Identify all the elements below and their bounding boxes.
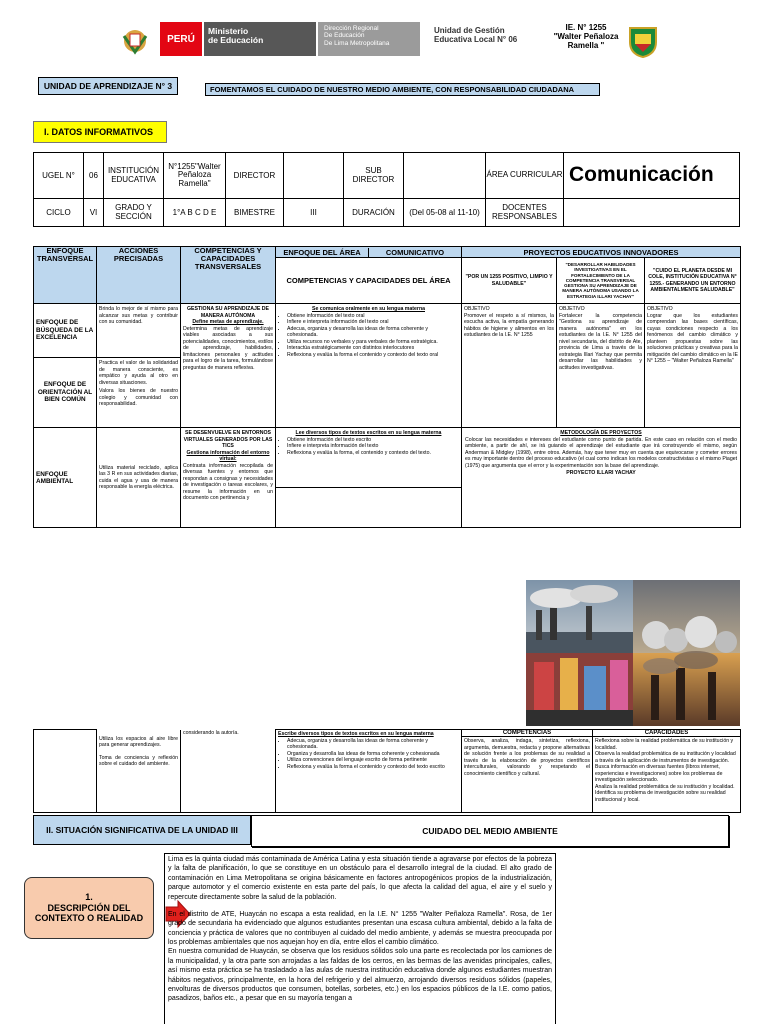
acciones-excelencia: Brinda lo mejor de sí mismo para alcanzar sus metas y contribuir con su comunidad.	[97, 304, 181, 358]
obj2-label: OBJETIVO	[559, 306, 585, 312]
comp1-title: GESTIONA SU APRENDIZAJE DE MANERA AUTÓNOMA	[186, 306, 270, 319]
area2-list	[278, 437, 459, 457]
list-item: • Adecua, organiza y desarrolla las ideas de forma coherente y cohesionada.	[287, 738, 459, 751]
h-competencias: COMPETENCIAS Y CAPACIDADES TRANSVERSALES	[181, 247, 276, 304]
metodologia-text: Colocar las necesidades e intereses del estudiante como punto de partida. En este caso en relación con el medio ambiente, a partir de ahí, se irá guiando el aprendizaje del estudiante que irá construyendo el mismo, según Anderman & Midgley (1998), entre otros. Además, hay que tener muy en cuenta que equivocarse y cometer errores es muy importante dentro del proceso educativo (el cual como indican los modelos constructivistas o el mismo Piaget (1975) que argumenta que el error y la experimentación son la base del aprendizaje.	[465, 436, 738, 469]
unit-number: UNIDAD DE APRENDIZAJE N° 3	[38, 77, 178, 95]
docentes-label: DOCENTES RESPONSABLES	[486, 199, 564, 227]
acciones-bien-comun	[97, 358, 181, 428]
docentes-value	[564, 199, 740, 227]
area-escribe	[276, 730, 462, 813]
header-bar	[118, 20, 678, 60]
h-enfoque: ENFOQUE TRANSVERSAL	[34, 247, 97, 304]
situacion-p1: Lima es la quinta ciudad más contaminada de América Latina y esta situación tiende a agravarse por efectos de la pobreza y la falta de planificación, lo que se constituye en un obstáculo para el desarrollo integral de la ciudad. El alto grado de contaminación en Lima Metropolitana se origina básicamente en factores antropogénicos propios de la industrialización, parque automotor y el comercio existente en esta parte del país, lo que afecta la calidad del agua, el aire y el suelo y repercute directamente sobre la salud de la población.	[168, 856, 552, 901]
capacidades-header: CAPACIDADES	[593, 730, 741, 737]
ciclo-value: VI	[84, 199, 104, 227]
director-value	[284, 153, 344, 199]
h-comunicativo: COMUNICATIVO	[368, 248, 461, 257]
acc-a-text: Utiliza los espacios al aire libre para generar aprendizajes.	[99, 735, 178, 748]
situacion-p2: En el distrito de ATE, Huaycán no escapa a esta realidad, en la I.E. N° 1255 "Walter Peñaloza Ramella". Rosa, de 1er grado de secundaria ha evidenciado que algunos estudiantes presentan una escasa cultura ambiental, debido a la falta de conciencia y práctica de valores que no contribuyen al cuidado del medio ambiente, y además se muestra preocupada por los problemas ambientales que nos aquejan hoy en día, entre ellos el cambio climático.	[168, 910, 552, 946]
p3-title: "CUIDO EL PLANETA DESDE MI COLE, INSTITUCIÓN EDUCATIVA N° 1255.- GENERANDO UN ENTORNO AMBIENTALMENTE SALUDABLE"	[645, 258, 741, 304]
proyecto3-objetivo	[645, 304, 741, 428]
h-enfoque-area	[276, 247, 462, 258]
list-item: • Obtiene información del texto escrito	[287, 437, 459, 444]
list-item: • Reflexiona y evalúa la forma el contenido y contexto del texto escrito	[287, 764, 459, 771]
ie-label: INSTITUCIÓN EDUCATIVA	[104, 153, 164, 199]
acciones-ambiental: Utiliza material reciclado, aplica las 3 R en sus actividades diarias, cuida el agua y usa de manera responsable la energía eléctrica.	[97, 428, 181, 528]
datos-heading: I. DATOS INFORMATIVOS	[33, 121, 167, 143]
lower-comp-cont: considerando la autoría.	[181, 730, 276, 813]
area1-list	[278, 313, 459, 359]
list-item: • Utiliza recursos no verbales y para verbales de forma estratégica.	[287, 339, 459, 346]
unit-title: FOMENTAMOS EL CUIDADO DE NUESTRO MEDIO AMBIENTE, CON RESPONSABILIDAD CIUDADANA	[205, 83, 600, 96]
list-item: • Utiliza convenciones del lenguaje escrito de forma pertinente	[287, 757, 459, 764]
lower-enfoque-empty	[34, 730, 97, 813]
lower-table	[33, 729, 741, 813]
grado-label: GRADO Y SECCIÓN	[104, 199, 164, 227]
ciclo-label: CICLO	[34, 199, 84, 227]
situacion-heading: II. SITUACIÓN SIGNIFICATIVA DE LA UNIDAD III	[33, 815, 251, 845]
peru-shield-icon	[118, 24, 152, 58]
comp2-title: SE DESENVUELVE EN ENTORNOS VIRTUALES GENERADOS POR LAS TICS	[183, 430, 273, 449]
competencias-header: COMPETENCIAS	[462, 730, 593, 737]
area1-title: Se comunica oralmente en su lengua materna	[311, 306, 425, 312]
proyecto1-objetivo	[462, 304, 557, 428]
ugel-value: 06	[84, 153, 104, 199]
area3-title: Escribe diversos tipos de textos escritos en su lengua materna	[278, 731, 434, 737]
bimestre-label: BIMESTRE	[226, 199, 284, 227]
list-item: • Adecua, organiza y desarrolla las ideas de forma coherente y cohesionada.	[287, 326, 459, 339]
list-item: • Reflexiona y evalúa la forma el contenido y contexto del texto oral	[287, 352, 459, 359]
h-proyectos: PROYECTOS EDUCATIVOS INNOVADORES	[462, 247, 741, 258]
school-label: IE. N° 1255 "Walter Peñaloza Ramella "	[553, 23, 619, 50]
school-shield-icon	[626, 24, 660, 58]
list-item: • Obtiene información del texto oral	[287, 313, 459, 320]
obj3-label: OBJETIVO	[647, 306, 673, 312]
contexto-box: 1. DESCRIPCIÓN DEL CONTEXTO O REALIDAD	[24, 877, 154, 939]
comp1-text: Determina metas de aprendizaje viables asociadas a sus potencialidades, conocimientos, estilos de aprendizaje, habilidades, limitaciones personales y actitudes para el logro de la tarea, formulándose preguntas de manera reflexiva.	[183, 325, 273, 371]
area-value: Comunicación	[564, 153, 740, 199]
bimestre-value: III	[284, 199, 344, 227]
p2-title: "DESARROLLAR HABILIDADES INVESTIGATIVAS EN EL FORTALECIMIENTO DE LA COMPETENCIA TRANSVERSAL GESTIONA SU APRENDIZAJE DE MANERA AUTÓNOMA USANDO LA ESTRATEGIA ILLARI YACHAY"	[557, 258, 645, 304]
dre-label: Dirección Regional De Educación De Lima Metropolitana	[318, 22, 420, 56]
obj1-text: Promover el respeto a sí mismos, la escucha activa, la empatía generando hábitos de higiene y alimentos en los estudiantes de la I.E. N° 1255	[464, 312, 554, 338]
p1-title: "POR UN 1255 POSITIVO, LIMPIO Y SALUDABLE"	[462, 258, 557, 304]
situacion-title: CUIDADO DEL MEDIO AMBIENTE	[251, 815, 729, 847]
list-item: • Infiere e interpreta información del texto oral	[287, 319, 459, 326]
enfoque-bien-comun: ENFOQUE DE ORIENTACIÓN AL BIEN COMÚN	[34, 358, 97, 428]
pollution-collage	[526, 580, 740, 726]
acc2-text: Practica el valor de la solidaridad de manera consciente, es empático y ayuda al otro en diversas situaciones.	[99, 360, 178, 386]
subdirector-label: SUB DIRECTOR	[344, 153, 404, 199]
comp1-sub: Define metas de aprendizaje.	[192, 319, 264, 325]
h-acciones: ACCIONES PRECISADAS	[97, 247, 181, 304]
obj2-text: Fortalecer la competencia "Gestiona su aprendizaje de manera autónoma" en los estudiantes de la I.E. N° 1255 del nivel secundaria, del distrito de Ate, provincia de Lima a través de la estrategia Illari Yachay que permita desarrollar las habilidades y actitudes investigativas.	[559, 312, 642, 371]
comp2-text: Contrasta información recopilada de diversas fuentes y entornos que respondan a consignas y necesidades de investigación o tareas escolares, y resume la información en un documento con pertinencia y	[183, 462, 273, 501]
situacion-text	[164, 853, 556, 1024]
illari-label: PROYECTO ILLARI YACHAY	[566, 470, 636, 476]
obj3-text: Lograr que los estudiantes comprendan las bases científicas, cuyas condiciones respecto a los fenómenos del cambio climático y planteen propuestas sobre las soluciones prácticas y creativas para la mitigación del cambio climático en la IE N° 1255 – "Walter Peñaloza Ramella"	[647, 312, 739, 364]
main-table	[33, 246, 741, 528]
duracion-label: DURACIÓN	[344, 199, 404, 227]
h-competencias-area: COMPETENCIAS Y CAPACIDADES DEL ÁREA	[276, 258, 462, 304]
metodologia	[462, 428, 741, 528]
subdirector-value	[404, 153, 486, 199]
comp-gestiona	[181, 304, 276, 428]
area3-list	[278, 738, 459, 771]
acc2b-text: Valora los bienes de nuestro colegio y comunidad con responsabilidad.	[99, 388, 178, 407]
list-item: • Organiza y desarrolla las ideas de forma coherente y cohesionada	[287, 751, 459, 758]
ministry-label: Ministerio de Educación	[204, 22, 316, 56]
competencias-text: Observa, analiza, indaga, sintetiza, reflexiona, argumenta, demuestra, redacta y propone alternativas de solución frente a los problemas de su realidad a través de la elaboración de proyectos científicos interculturales, valorando y respetando el conocimiento científico y cultural.	[462, 737, 593, 813]
ugel-label: UGEL N°	[34, 153, 84, 199]
lower-acciones	[97, 730, 181, 813]
enfoque-ambiental: ENFOQUE AMBIENTAL	[34, 428, 97, 528]
obj1-label: OBJETIVO	[464, 306, 490, 312]
list-item: • Interactúa estratégicamente con distintos interlocutores	[287, 345, 459, 352]
situacion-p3: En nuestra comunidad de Huaycán, se observa que los residuos sólidos solo una parte es recolectada por los camiones de la municipalidad, y la otra parte son arrojadas a las faldas de los cerros, en las bermas de las avenidas principales, calles, así mismo esta práctica se ha trasladado a las aulas de nuestra institución educativa donde algunos estudiantes muestran hábitos negativos, principalmente, en la hora del refrigerio y del almuerzo, arrojando diversos residuos sólidos (papeles, envolturas de diversos productos que consumen, botellas, sorbetes, etc.) en los espacios públicos de la I.E. como patios, pasadizos, baños etc., a pesar que en su mayoría tengan a	[168, 948, 552, 1003]
comp-entornos	[181, 428, 276, 528]
comp2-sub: Gestiona información del entorno virtual:	[186, 449, 270, 462]
enfoque-excelencia: ENFOQUE DE BÚSQUEDA DE LA EXCELENCIA	[34, 304, 97, 358]
ugel-label: Unidad de Gestión Educativa Local N° 06	[434, 26, 518, 45]
capacidades-text: Reflexiona sobre la realidad problemática de su institución y localidad. Observa la realidad problemática de su institución y localidad a través de la aplicación de instrumentos de investigación. Busca información en diversas fuentes (libros internet, experiencias e investigaciones) sobre los problemas de investigación seleccionado. Analiza la realidad problemática de su institución y localidad. Identifica su problema de investigación sobre su realidad institucional y local.	[593, 737, 741, 813]
director-label: DIRECTOR	[226, 153, 284, 199]
area2-title: Lee diversos tipos de textos escritos en su lengua materna	[295, 430, 442, 436]
acc-b-text: Toma de conciencia y reflexión sobre el cuidado del ambiente.	[99, 754, 178, 767]
grado-value: 1°A B C D E	[164, 199, 226, 227]
list-item: • Infiere e interpreta información del texto	[287, 443, 459, 450]
area-label: ÁREA CURRICULAR	[486, 153, 564, 199]
datos-table	[33, 152, 740, 227]
area-lee	[276, 428, 462, 528]
duracion-value: (Del 05-08 al 11-10)	[404, 199, 486, 227]
list-item: • Reflexiona y evalúa la forma, el contenido y contexto del texto.	[287, 450, 459, 457]
area-oral	[276, 304, 462, 428]
metodologia-title: METODOLOGÍA DE PROYECTOS	[560, 430, 642, 436]
ie-value: N°1255"Walter Peñaloza Ramella"	[164, 153, 226, 199]
h-enfoque-area-label: ENFOQUE DEL ÁREA	[283, 247, 361, 257]
peru-label: PERÚ	[160, 22, 202, 56]
proyecto2-objetivo	[557, 304, 645, 428]
